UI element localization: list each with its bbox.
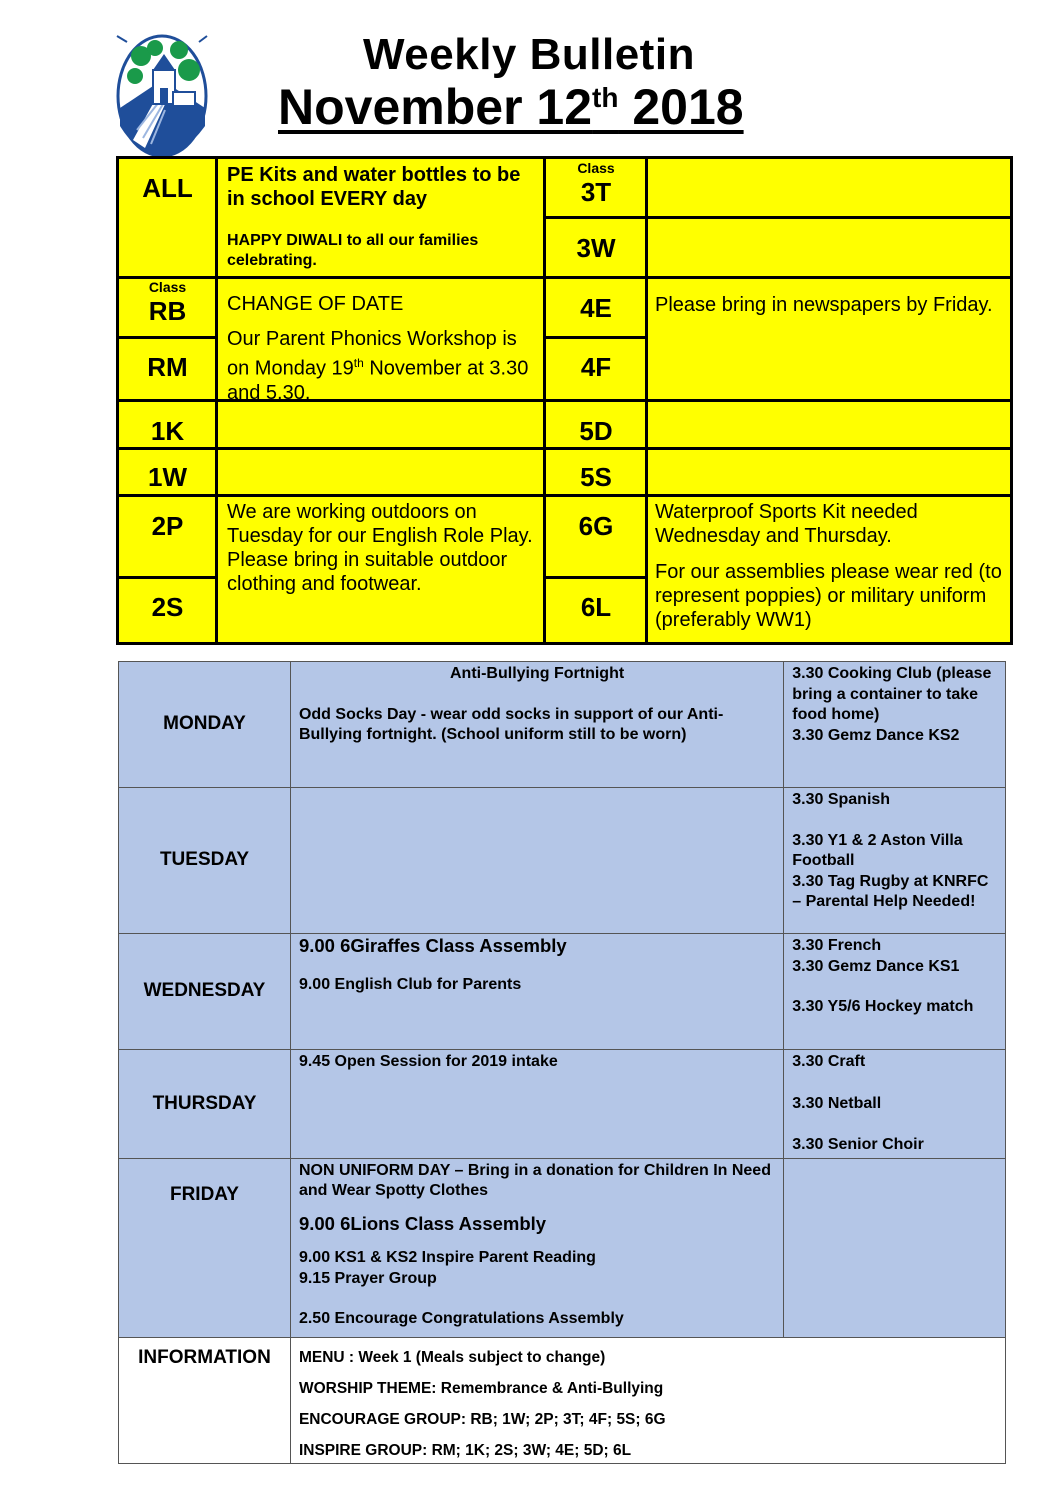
day-label-friday: FRIDAY — [119, 1158, 291, 1337]
day-label-tuesday: TUESDAY — [119, 788, 291, 934]
info-encourage-group: ENCOURAGE GROUP: RB; 1W; 2P; 3T; 4F; 5S; 6G — [298, 1410, 666, 1428]
day-label-wednesday: WEDNESDAY — [119, 934, 291, 1050]
information-details — [290, 1337, 1005, 1463]
all-notice-diwali: HAPPY DIWALI to all our families celebrating. — [227, 232, 479, 269]
rb-rm-notice: Our Parent Phonics Workshop is on Monday 19th November at 3.30 and 5.30. — [227, 328, 529, 404]
class-label-2s: 2S — [151, 592, 184, 622]
club-item: 3.30 Y5/6 Hockey match — [792, 998, 974, 1015]
all-notice-pe-kits: PE Kits and water bottles to be in school EVERY day — [227, 164, 521, 210]
info-worship-theme: WORSHIP THEME: Remembrance & Anti-Bullying — [298, 1379, 664, 1397]
friday-events — [290, 1158, 783, 1337]
table-row-tuesday — [119, 788, 1006, 934]
monday-heading: Anti-Bullying Fortnight — [450, 665, 625, 682]
year2-notice: We are working outdoors on Tuesday for our English Role Play. Please bring in suitable outdoor clothing and footwear. — [227, 501, 533, 595]
class-notices-table — [116, 156, 1013, 645]
year6-notice-kit: Waterproof Sports Kit needed Wednesday and Thursday. — [655, 501, 918, 547]
weekly-timetable — [118, 661, 1006, 1464]
day-label-thursday: THURSDAY — [119, 1050, 291, 1159]
year4-notice: Please bring in newspapers by Friday. — [655, 294, 993, 316]
event-item: NON UNIFORM DAY – Bring in a donation for Children In Need and Wear Spotty Clothes — [298, 1161, 771, 1199]
club-item: 3.30 Gemz Dance KS2 — [792, 726, 960, 744]
club-item: 3.30 Gemz Dance KS1 — [792, 957, 960, 975]
table-row-friday — [119, 1158, 1006, 1337]
info-menu: MENU : Week 1 (Meals subject to change) — [298, 1348, 606, 1366]
club-item: 3.30 Craft — [792, 1053, 866, 1070]
club-item: 3.30 Netball — [792, 1094, 882, 1112]
club-item: 3.30 Y1 & 2 Aston Villa Football — [792, 831, 963, 869]
friday-clubs — [784, 1158, 1006, 1337]
wednesday-events — [290, 934, 783, 1050]
event-item: 9.00 KS1 & KS2 Inspire Parent Reading — [298, 1249, 596, 1266]
bulletin-title: Weekly Bulletin — [363, 30, 695, 79]
club-item: 3.30 Tag Rugby at KNRFC – Parental Help Needed! — [792, 872, 989, 910]
year6-notice-assembly: For our assemblies please wear red (to represent poppies) or military uniform (preferably WW1) — [655, 561, 1002, 631]
table-row-monday — [119, 662, 1006, 788]
monday-clubs — [784, 662, 1006, 788]
event-item: 9.45 Open Session for 2019 intake — [298, 1053, 558, 1070]
monday-odd-socks: Odd Socks Day - wear odd socks in support of our Anti-Bullying fortnight. (School uniform still to be worn) — [298, 705, 724, 743]
event-item: 9.00 English Club for Parents — [298, 975, 522, 993]
table-row-thursday — [119, 1050, 1006, 1159]
table-row-wednesday — [119, 934, 1006, 1050]
tuesday-events — [290, 788, 783, 934]
class-label-5s: 5S — [580, 462, 612, 492]
class-label-all: ALL — [142, 173, 193, 203]
thursday-events — [290, 1050, 783, 1159]
event-item: 9.15 Prayer Group — [298, 1269, 437, 1287]
event-item: 2.50 Encourage Congratulations Assembly — [298, 1310, 624, 1327]
table-row-information — [119, 1337, 1006, 1463]
event-item: 9.00 6Giraffes Class Assembly — [298, 935, 567, 956]
thursday-clubs — [784, 1050, 1006, 1159]
info-inspire-group: INSPIRE GROUP: RM; 1K; 2S; 3W; 4E; 5D; 6L — [298, 1441, 632, 1459]
class-label-4f: 4F — [580, 352, 612, 382]
class-label-1w: 1W — [148, 462, 187, 492]
tuesday-clubs — [784, 788, 1006, 934]
class-label-6l: 6L — [580, 592, 612, 622]
class-label-3t: Class 3T — [577, 160, 615, 207]
information-label: INFORMATION — [119, 1337, 291, 1463]
monday-events — [290, 662, 783, 788]
class-label-3w: 3W — [576, 233, 616, 263]
class-label-5d: 5D — [579, 416, 613, 446]
class-label-4e: 4E — [580, 293, 612, 323]
class-label-1k: 1K — [150, 416, 185, 446]
rb-rm-heading: CHANGE OF DATE — [227, 293, 404, 315]
club-item: 3.30 Cooking Club (please bring a container to take food home) — [792, 665, 992, 723]
class-label-2p: 2P — [151, 511, 184, 541]
bulletin-date: November 12th 2018 — [278, 79, 744, 135]
wednesday-clubs — [784, 934, 1006, 1050]
class-label-rb: Class RB — [148, 279, 187, 326]
day-label-monday: MONDAY — [119, 662, 291, 788]
event-item: 9.00 6Lions Class Assembly — [298, 1212, 547, 1234]
class-label-6g: 6G — [578, 511, 614, 541]
club-item: 3.30 Spanish — [792, 791, 891, 808]
club-item: 3.30 Senior Choir — [792, 1136, 924, 1153]
club-item: 3.30 French — [792, 937, 882, 954]
class-label-rm: RM — [147, 352, 188, 382]
